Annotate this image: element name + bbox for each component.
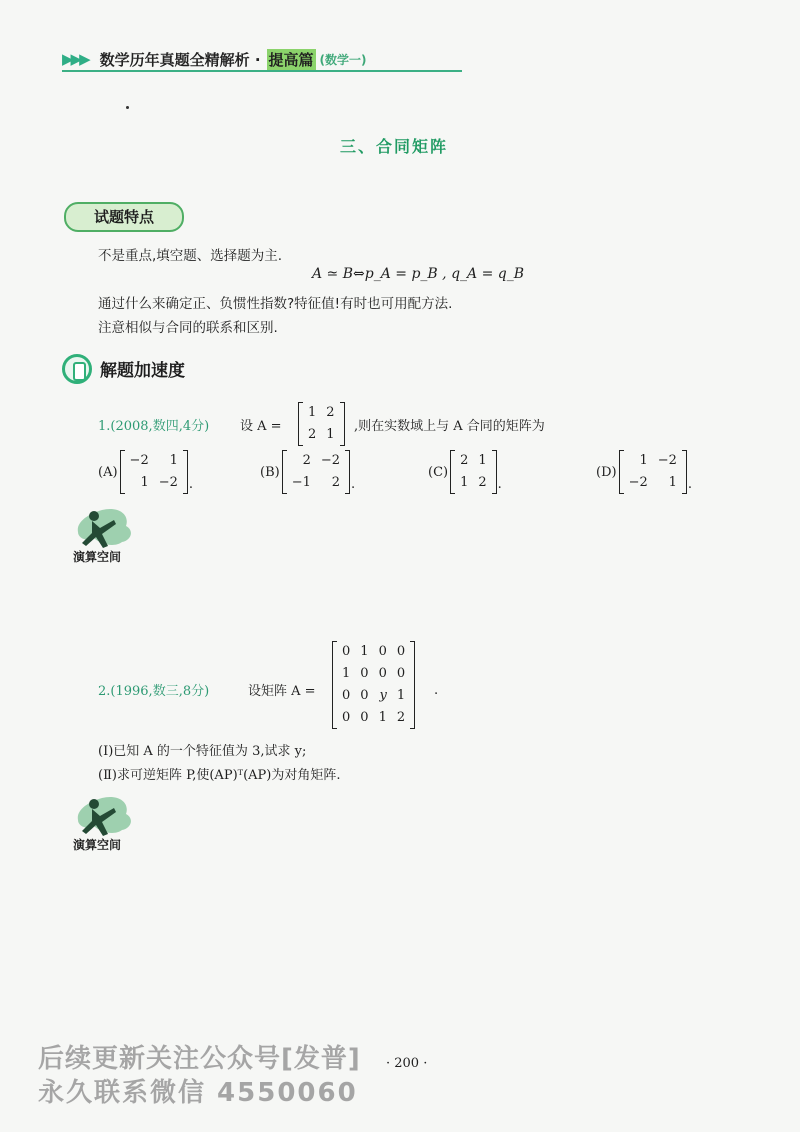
speed-section-title: 解题加速度 [100,361,185,381]
matrix-entry: 1 [478,453,487,468]
matrix-entry: 1 [378,710,387,725]
book-title: 数学历年真题全精解析 · [99,50,261,69]
matrix-entry: 0 [360,666,369,681]
matrix-entry: 1 [140,475,149,490]
triple-arrow-icon: ▶▶▶ [62,50,88,68]
header-rule [62,70,462,72]
feature-line-1: 不是重点,填空题、选择题为主. [98,248,283,264]
problem-2-part-1: (Ⅰ)已知 A 的一个特征值为 3,试求 y; [98,744,307,759]
problem-2-matrix [332,641,415,729]
book-level-tag: 提高篇 [268,50,314,69]
matrix-entry: −2 [320,453,341,468]
martial-artist-icon [64,792,142,842]
matrix-entry: 1 [639,453,648,468]
matrix-entry: 1 [668,475,677,490]
option-a-label: (A) [98,464,118,480]
matrix-row [337,707,410,729]
congruence-formula: A ≃ B⇔p_A = p_B , q_A = q_B [312,266,525,282]
scratch-space-badge-1 [64,504,142,566]
matrix-entry: 0 [360,710,369,725]
matrix-entry: 1 [360,644,369,659]
matrix-entry: 1 [396,688,406,703]
matrix-row [287,472,345,494]
problem-1-matrix [298,402,345,446]
matrix-entry: 1 [342,666,351,681]
option-d-matrix [619,450,687,494]
problem-2-source: 2.(1996,数三,8分) [98,684,210,699]
scratch-space-label-2: 演算空间 [72,838,121,852]
matrix-row [337,685,410,707]
matrix-entry: 1 [169,453,178,468]
option-c-label: (C) [428,464,449,480]
matrix-entry: −2 [158,475,178,490]
matrix-entry: 2 [308,427,317,442]
problem-1-stem-prefix: 设 A = [240,419,282,434]
matrix-row [287,450,345,472]
option-c-period: . [497,477,502,492]
problem-2-part-2: (Ⅱ)求可逆矩阵 P,使(AP)ᵀ(AP)为对角矩阵. [98,768,341,783]
matrix-entry: −2 [129,453,149,468]
matrix-entry: 2 [302,453,311,468]
feature-line-4: 注意相似与合同的联系和区别. [98,320,278,336]
option-c-matrix [450,450,497,494]
scan-speck [126,106,129,109]
problem-2-stem: 设矩阵 A = [248,684,316,699]
matrix-entry: −2 [657,453,677,468]
matrix-row [455,472,492,494]
matrix-row [455,450,492,472]
features-badge-label: 试题特点 [93,208,154,226]
option-a [98,450,193,494]
matrix-entry: −2 [628,475,648,490]
matrix-row [337,641,410,663]
problem-1-source: 1.(2008,数四,4分) [98,419,210,434]
matrix-entry: 1 [308,405,317,420]
option-b-period: . [351,477,356,492]
running-header [62,46,367,72]
martial-artist-icon [64,504,142,554]
scratch-space-badge-2 [64,792,142,854]
page-number: · 200 · [386,1056,428,1071]
stopwatch-icon [62,354,92,384]
option-b-label: (B) [260,464,280,480]
matrix-entry: 2 [331,475,341,490]
book-subject: (数学一) [319,52,367,67]
matrix-entry: 0 [342,688,351,703]
matrix-entry: −1 [291,475,311,490]
matrix-entry: 0 [396,666,406,681]
option-b-matrix [282,450,350,494]
matrix-row [303,402,340,424]
features-badge [64,202,184,232]
option-d [596,450,692,494]
matrix-entry: 0 [378,666,387,681]
option-a-matrix [120,450,188,494]
matrix-row [337,663,410,685]
feature-line-3: 通过什么来确定正、负惯性指数?特征值!有时也可用配方法. [98,296,453,312]
option-a-period: . [188,477,194,492]
problem-1-stem-suffix: ,则在实数域上与 A 合同的矩阵为 [354,419,545,434]
option-b [260,450,355,494]
matrix-entry: 0 [378,644,387,659]
matrix-entry: 2 [478,475,487,490]
matrix-entry: 2 [326,405,335,420]
matrix-row [624,450,682,472]
matrix-entry: 0 [342,710,351,725]
matrix-row [125,450,183,472]
matrix-entry: 0 [396,644,406,659]
matrix-entry: y [379,688,387,703]
matrix-row [303,424,340,446]
option-d-period: . [687,477,693,492]
matrix-row [125,472,183,494]
problem-2-period: . [434,683,439,698]
matrix-entry: 2 [460,453,469,468]
section-title: 三、合同矩阵 [340,137,449,156]
option-c [428,450,502,494]
matrix-entry: 0 [360,688,369,703]
matrix-entry: 1 [326,427,335,442]
watermark-line-1: 后续更新关注公众号[发普] [38,1044,361,1074]
scratch-space-label-1: 演算空间 [72,550,121,564]
matrix-row [624,472,682,494]
matrix-entry: 2 [396,710,406,725]
watermark-line-2: 永久联系微信 4550060 [38,1078,358,1108]
matrix-entry: 0 [342,644,351,659]
matrix-entry: 1 [460,475,469,490]
option-d-label: (D) [596,464,617,480]
